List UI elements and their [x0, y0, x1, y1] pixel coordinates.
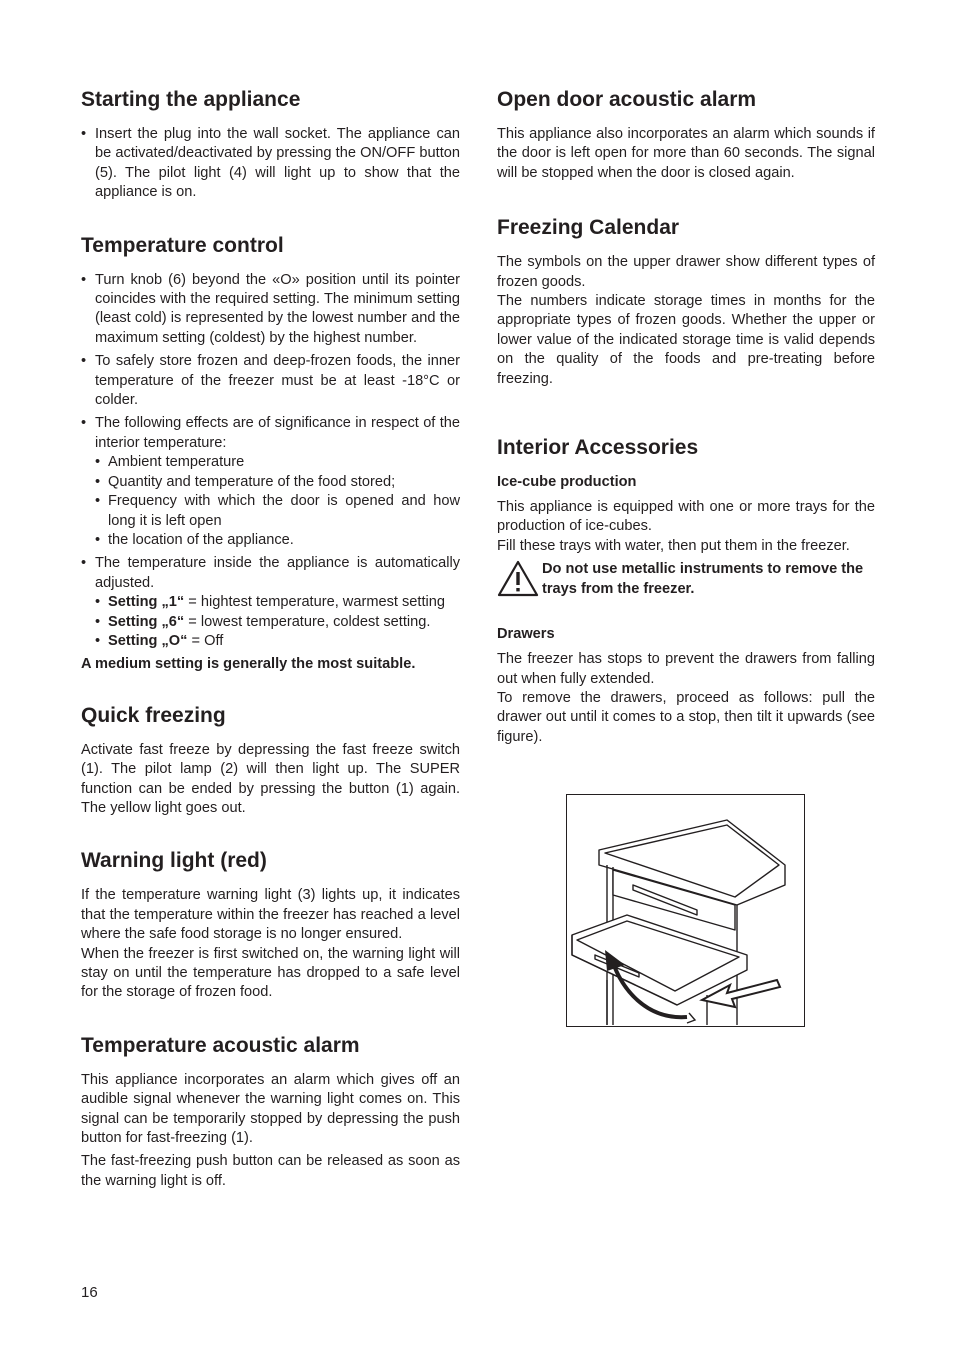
metal-warning-text: Do not use metallic instruments to remove the trays from the freezer. — [542, 561, 864, 597]
temp-bullet-frozen: • To safely store frozen and deep-frozen foods, the inner temperature of the freezer must be at least -18°C or colder. — [81, 352, 460, 410]
calendar-text-1: The symbols on the upper drawer show different types of frozen goods. — [497, 254, 875, 290]
ice-cube-heading: Ice-cube production — [497, 474, 637, 491]
drawer-removal-illustration — [567, 795, 804, 1026]
ice-cube-text-2: Fill these trays with water, then put them in the freezer. — [497, 537, 850, 554]
heading-calendar: Freezing Calendar — [497, 216, 680, 240]
effect-item: • Ambient temperature — [95, 453, 460, 472]
drawers-text-1: The freezer has stops to prevent the drawers from falling out when fully extended. — [497, 651, 875, 687]
effect-item: • Quantity and temperature of the food stored; — [95, 473, 460, 492]
temperature-list — [81, 271, 460, 652]
starting-list — [81, 125, 460, 203]
left-column — [81, 86, 460, 1220]
heading-temp-alarm: Temperature acoustic alarm — [81, 1033, 360, 1057]
drawers-heading: Drawers — [497, 626, 555, 643]
right-column — [497, 86, 875, 776]
setting-text: = Off — [187, 632, 224, 649]
warning-light-text-1: If the temperature warning light (3) lights up, it indicates that the temperature within the freezer has reached a level where the safe food storage is no longer ensured. — [81, 887, 460, 943]
effect-item: • Frequency with which the door is opened and how long it is left open — [95, 492, 460, 531]
effects-intro: The following effects are of significance in respect of the interior temperature: — [95, 415, 460, 451]
metal-warning — [497, 560, 875, 599]
warning-triangle-icon — [497, 560, 539, 598]
setting-item — [95, 613, 460, 632]
heading-accessories: Interior Accessories — [497, 436, 699, 460]
warning-light-text-2: When the freezer is first switched on, the warning light will stay on until the temperature has dropped to a safe level for the storage of frozen food. — [81, 945, 460, 1001]
drawer-removal-figure — [566, 794, 805, 1027]
settings-intro: The temperature inside the appliance is automatically adjusted. — [95, 555, 460, 591]
heading-quick-freezing: Quick freezing — [81, 703, 226, 727]
section-quick-freezing — [81, 702, 460, 819]
setting-item — [95, 593, 460, 612]
section-starting — [81, 86, 460, 203]
setting-item — [95, 632, 460, 651]
settings-list — [95, 593, 460, 651]
section-temperature-control — [81, 232, 460, 675]
setting-text: = lowest temperature, coldest setting. — [184, 613, 431, 630]
setting-text: = hightest temperature, warmest setting — [184, 594, 446, 611]
setting-label: Setting „6“ — [108, 613, 185, 630]
heading-starting: Starting the appliance — [81, 88, 301, 111]
starting-bullet: • Insert the plug into the wall socket. The appliance can be activated/deactivated by pressing the ON/OFF button (5). The pilot light (4) will light up to show that the appliance is on. — [81, 125, 460, 203]
temp-bullet-effects — [81, 414, 460, 550]
heading-warning-light: Warning light (red) — [81, 849, 267, 873]
medium-setting-note: A medium setting is generally the most suitable. — [81, 656, 416, 673]
drawers-text-2: To remove the drawers, proceed as follows: pull the drawer out until it comes to a stop, then tilt it upwards (see figure). — [497, 689, 875, 745]
temp-alarm-text-1: This appliance incorporates an alarm which gives off an audible signal whenever the warning light comes on. This signal can be temporarily stopped by depressing the push button for fast-freezing (1). — [81, 1071, 460, 1147]
quick-freezing-text: Activate fast freeze by depressing the fast freeze switch (1). The pilot lamp (2) will then light up. The SUPER function can be ended by pressing the button (1) again. The yellow light goes out. — [81, 741, 460, 816]
setting-label: Setting „1“ — [108, 594, 185, 611]
temp-alarm-text-2: The fast-freezing push button can be released as soon as the warning light is off. — [81, 1153, 460, 1189]
heading-temperature-control: Temperature control — [81, 233, 284, 257]
calendar-text-2: The numbers indicate storage times in months for the appropriate types of frozen goods. Whether the upper or lower value of the indicated storage time is valid depends on the quality of the foods and pre-treating before freezing. — [497, 293, 875, 387]
section-temp-alarm — [81, 1032, 460, 1191]
temp-bullet-settings — [81, 554, 460, 651]
temp-bullet-knob: • Turn knob (6) beyond the «O» position until its pointer coincides with the required setting. The minimum setting (least cold) is represented by the lowest number and the maximum setting (coldest) by the highest number. — [81, 271, 460, 349]
section-calendar — [497, 214, 875, 389]
section-warning-light — [81, 847, 460, 1002]
section-accessories — [497, 434, 875, 747]
effects-list — [95, 453, 460, 550]
page-number: 16 — [81, 1284, 98, 1301]
section-door-alarm — [497, 86, 875, 183]
ice-cube-text-1: This appliance is equipped with one or more trays for the production of ice-cubes. — [497, 499, 875, 535]
heading-door-alarm: Open door acoustic alarm — [497, 88, 757, 111]
effect-item: • the location of the appliance. — [95, 531, 460, 550]
door-alarm-text: This appliance also incorporates an alarm which sounds if the door is left open for more than 60 seconds. The signal will be stopped when the door is closed again. — [497, 126, 875, 181]
setting-label: Setting „O“ — [108, 632, 188, 649]
